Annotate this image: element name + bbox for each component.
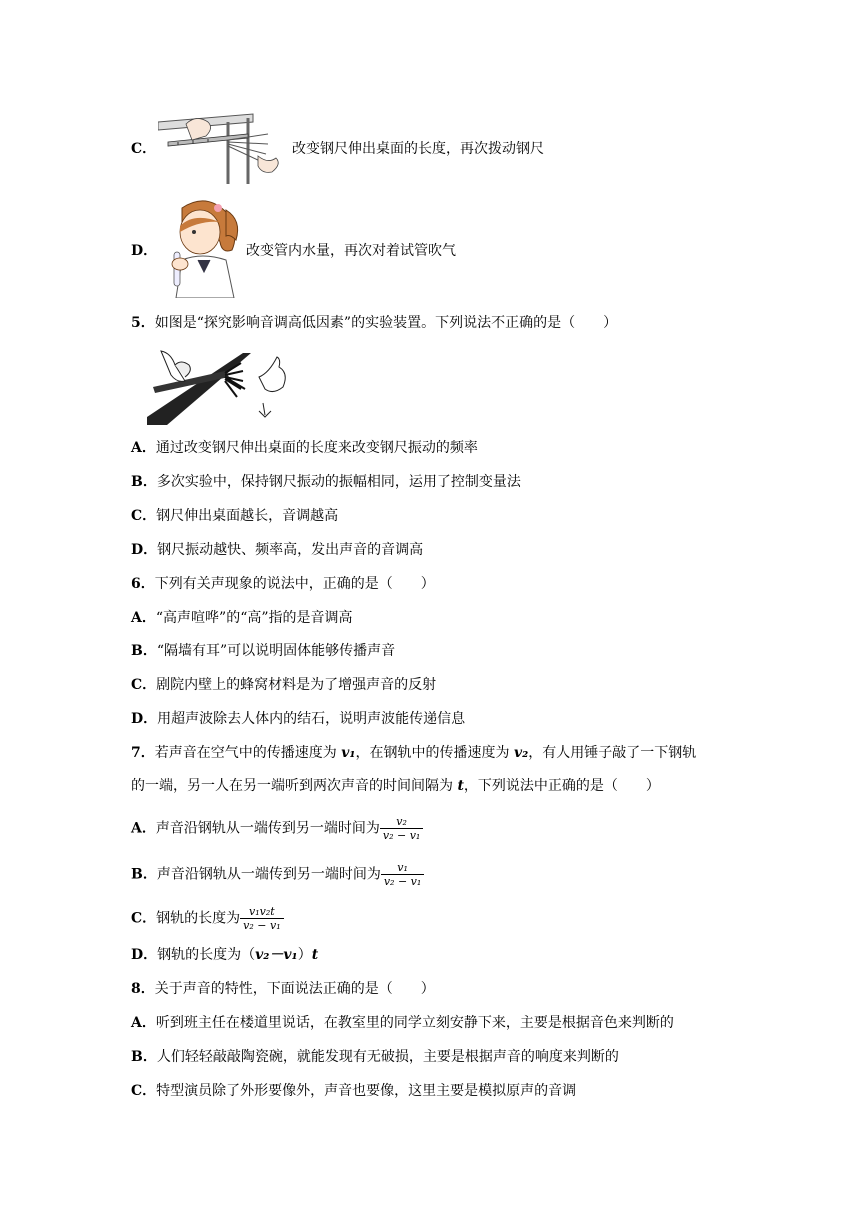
question-6-stem: 6．下列有关声现象的说法中，正确的是（ ） [131, 576, 435, 592]
q5-option-a: A．通过改变钢尺伸出桌面的长度来改变钢尺振动的频率 [131, 440, 478, 456]
q8-option-c: C．特型演员除了外形要像外，声音也要像，这里主要是模拟原声的音调 [131, 1083, 577, 1099]
q6-option-c: C．剧院内壁上的蜂窝材料是为了增强声音的反射 [131, 677, 437, 693]
girl-blowing-test-tube-illustration [158, 198, 244, 298]
fraction: $\frac{\text{v₁}}{\text{v₂ − v₁}}$ [381, 861, 424, 888]
ruler-table-illustration [158, 112, 290, 184]
question-7-stem-line2: 的一端，另一人在另一端听到两次声音的时间间隔为 t，下列说法中正确的是（ ） [131, 778, 660, 794]
fraction: $\frac{\text{v₁v₂t}}{\text{v₂ − v₁}}$ [240, 905, 283, 932]
option-d-top-text: 改变管内水量，再次对着试管吹气 [246, 243, 456, 259]
q8-option-a: A．听到班主任在楼道里说话，在教室里的同学立刻安静下来，主要是根据音色来判断的 [131, 1015, 674, 1031]
q7-option-d: D．钢轨的长度为（v₂－v₁）t [131, 947, 319, 963]
question-7-stem-line1: 7．若声音在空气中的传播速度为 v₁，在钢轨中的传播速度为 v₂，有人用锤子敲了一下钢轨 [131, 745, 697, 761]
q6-option-d: D．用超声波除去人体内的结石，说明声波能传递信息 [131, 711, 466, 727]
q5-option-d: D．钢尺振动越快、频率高，发出声音的音调高 [131, 542, 424, 558]
question-5-stem: 5．如图是“探究影响音调高低因素”的实验装置。下列说法不正确的是（ ） [131, 315, 618, 331]
option-letter: C． [131, 141, 157, 157]
q7-option-b: B．声音沿钢轨从一端传到另一端时间为 $\frac{\text{v₁}}{\text{v₂ − v₁}}$ [131, 861, 424, 888]
option-c-top [131, 139, 156, 159]
q5-option-c: C．钢尺伸出桌面越长，音调越高 [131, 508, 339, 524]
q7-option-c: C．钢轨的长度为 $\frac{\text{v₁v₂t}}{\text{v₂ − v₁}}$ [131, 905, 284, 932]
q7-option-a: A．声音沿钢轨从一端传到另一端时间为 $\frac{\text{v₂}}{\text{v₂ − v₁}}$ [131, 815, 423, 842]
q8-option-b: B．人们轻轻敲敲陶瓷碗，就能发现有无破损，主要是根据声音的响度来判断的 [131, 1049, 619, 1065]
fraction: $\frac{\text{v₂}}{\text{v₂ − v₁}}$ [380, 815, 423, 842]
ruler-experiment-illustration [147, 347, 289, 425]
q5-option-b: B．多次实验中，保持钢尺振动的振幅相同，运用了控制变量法 [131, 474, 521, 490]
question-8-stem: 8．关于声音的特性，下面说法正确的是（ ） [131, 981, 435, 997]
option-c-top-text: 改变钢尺伸出桌面的长度，再次拨动钢尺 [292, 141, 544, 157]
q6-option-b: B．“隔墙有耳”可以说明固体能够传播声音 [131, 643, 396, 659]
q6-option-a: A．“高声喧哗”的“高”指的是音调高 [131, 610, 353, 626]
option-d-top: D． [131, 243, 158, 259]
